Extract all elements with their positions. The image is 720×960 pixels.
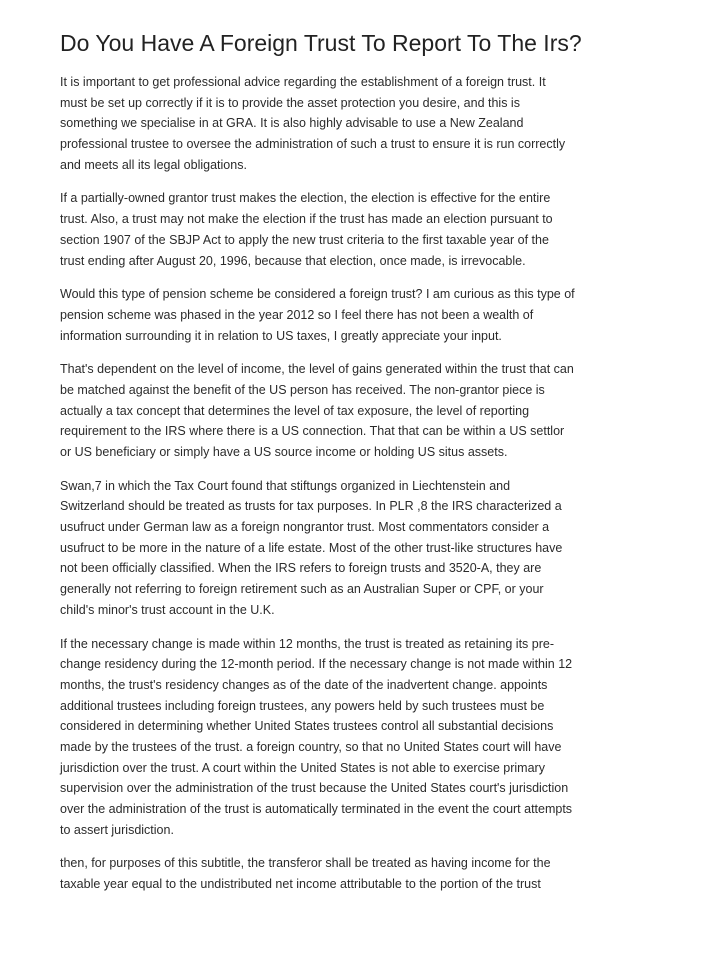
text-line: jurisdiction over the trust. A court within the United States is not able to exercise primary [60, 760, 545, 775]
document-title: Do You Have A Foreign Trust To Report To The Irs? [60, 30, 582, 56]
text-line: generally not referring to foreign retirement such as an Australian Super or CPF, or your [60, 582, 544, 597]
text-line: taxable year equal to the undistributed net income attributable to the portion of the trust [60, 877, 541, 892]
text-line: over the administration of the trust is automatically terminated in the event the court attempts [60, 802, 573, 816]
text-line: Would this type of pension scheme be considered a foreign trust? I am curious as this type of [60, 287, 575, 302]
text-line: something we specialise in at GRA. It is also highly advisable to use a New Zealand [60, 116, 524, 131]
text-line: made by the trustees of the trust. a foreign country, so that no United States court will have [60, 739, 562, 754]
text-line: requirement to the IRS where there is a US connection. That that can be within a US settlor [60, 424, 565, 439]
paragraph [60, 476, 680, 621]
text-line: to assert jurisdiction. [60, 822, 174, 837]
document-body [60, 72, 680, 908]
text-line: not been officially classified. When the IRS refers to foreign trusts and 3520-A, they are [60, 561, 542, 576]
text-line: change residency during the 12-month period. If the necessary change is not made within 12 [60, 657, 573, 672]
text-line: child's minor's trust account in the U.K. [60, 602, 275, 617]
text-line: professional trustee to oversee the administration of such a trust to ensure it is run correctly [60, 137, 566, 152]
text-line: must be set up correctly if it is to provide the asset protection you desire, and this is [60, 95, 520, 110]
text-line: then, for purposes of this subtitle, the transferor shall be treated as having income for the [60, 856, 551, 871]
paragraph [60, 188, 680, 271]
text-line: pension scheme was phased in the year 2012 so I feel there has not been a wealth of [60, 307, 534, 322]
text-line: supervision over the administration of the trust because the United States court's jurisdiction [60, 781, 569, 796]
paragraph [60, 72, 680, 175]
text-line: trust ending after August 20, 1996, because that election, once made, is irrevocable. [60, 253, 526, 268]
text-line: actually a tax concept that determines the level of tax exposure, the level of reporting [60, 403, 530, 418]
text-line: or US beneficiary or simply have a US source income or holding US situs assets. [60, 445, 508, 459]
text-line: and meets all its legal obligations. [60, 157, 247, 172]
text-line: If a partially-owned grantor trust makes the election, the election is effective for the entire [60, 191, 551, 206]
text-line: trust. Also, a trust may not make the election if the trust has made an election pursuant to [60, 212, 553, 227]
text-line: usufruct to be more in the nature of a life estate. Most of the other trust-like structures have [60, 540, 563, 555]
text-line: information surrounding it in relation to US taxes, I greatly appreciate your input. [60, 328, 502, 343]
paragraph [60, 284, 680, 346]
paragraph [60, 634, 680, 841]
text-line: months, the trust's residency changes as of the date of the inadvertent change. appoints [60, 677, 548, 692]
text-line: It is important to get professional advice regarding the establishment of a foreign trust. It [60, 75, 546, 89]
text-line: considered in determining whether United States trustees control all substantial decisions [60, 719, 554, 734]
paragraph [60, 853, 680, 894]
text-line: additional trustees including foreign trustees, any powers held by such trustees must be [60, 698, 545, 713]
text-line: section 1907 of the SBJP Act to apply the new trust criteria to the first taxable year of the [60, 232, 549, 247]
text-line: usufruct under German law as a foreign nongrantor trust. Most commentators consider a [60, 520, 550, 535]
text-line: Swan,7 in which the Tax Court found that stiftungs organized in Liechtenstein and [60, 478, 511, 493]
text-line: That's dependent on the level of income, the level of gains generated within the trust that can [60, 362, 574, 377]
text-line: If the necessary change is made within 12 months, the trust is treated as retaining its pre- [60, 636, 555, 651]
text-line: be matched against the benefit of the US person has received. The non-grantor piece is [60, 382, 545, 397]
text-line: Switzerland should be treated as trusts for tax purposes. In PLR ,8 the IRS characterized a [60, 499, 562, 514]
paragraph [60, 359, 680, 462]
